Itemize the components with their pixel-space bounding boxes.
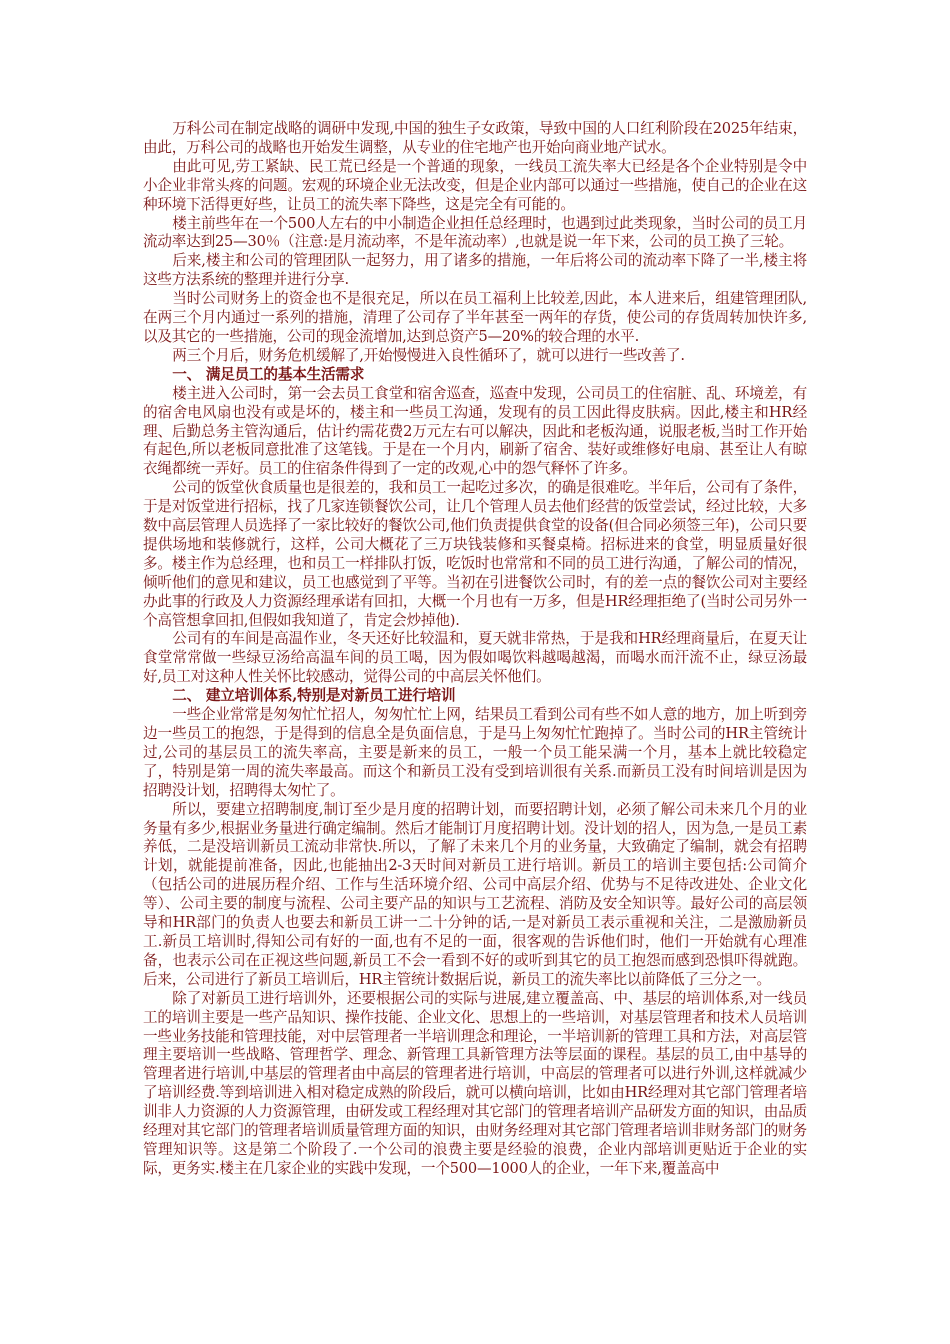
paragraph: 公司的饭堂伙食质量也是很差的，我和员工一起吃过多次，的确是很难吃。半年后，公司有了条件，于是对饭堂进行招标，找了几家连锁餐饮公司，让几个管理人员去他们经营的饭堂尝试，经过比较，大多数中高层管理人员选择了一家比较好的餐饮公司,他们负责提供食堂的设备(但合同必须签三年)，公司只要提供场地和装修就行，这样，公司大概花了三万块钱装修和买餐桌椅。招标进来的食堂，明显质量好很多。楼主作为总经理，也和员工一样排队打饭，吃饭时也常常和不同的员工进行沟通，了解公司的情况，倾听他们的意见和建议，员工也感觉到了平等。当初在引进餐饮公司时，有的差一点的餐饮公司对主要经办此事的行政及人力资源经理承诺有回扣，大概一个月也有一万多，但是HR经理拒绝了(当时公司另外一个高管想拿回扣,但假如我知道了，肯定会炒掉他). bbox=[143, 479, 807, 629]
paragraph: 后来,楼主和公司的管理团队一起努力，用了诸多的措施，一年后将公司的流动率下降了一半,楼主将这些方法系统的整理并进行分享. bbox=[143, 252, 807, 289]
paragraph: 万科公司在制定战略的调研中发现,中国的独生子女政策，导致中国的人口红利阶段在2025年结束，由此，万科公司的战略也开始发生调整，从专业的住宅地产也开始向商业地产试水。 bbox=[143, 120, 807, 156]
section-heading: 一、 满足员工的基本生活需求 bbox=[172, 365, 365, 383]
paragraph: 两三个月后，财务危机缓解了,开始慢慢进入良性循环了，就可以进行一些改善了. bbox=[172, 346, 685, 364]
paragraph: 楼主进入公司时，第一会去员工食堂和宿舍巡查，巡查中发现，公司员工的住宿脏、乱、环境差，有的宿舍电风扇也没有或是坏的，楼主和一些员工沟通，发现有的员工因此得皮肤病。因此,楼主和HR经理、后勤总务主管沟通后，估计约需花费2万元左右可以解决，因此和老板沟通，说服老板,当时工作开始有起色,所以老板同意批准了这笔钱。于是在一个月内，刷新了宿舍、装好或维修好电扇、甚至让人有晾衣绳都统一弄好。员工的住宿条件得到了一定的改观,心中的怨气释怀了许多。 bbox=[143, 384, 807, 478]
paragraph: 楼主前些年在一个500人左右的中小制造企业担任总经理时，也遇到过此类现象，当时公司的员工月流动率达到25—30％（注意:是月流动率，不是年流动率）,也就是说一年下来，公司的员工换了三轮。 bbox=[143, 214, 807, 251]
section-heading: 二、 建立培训体系,特别是对新员工进行培训 bbox=[172, 687, 456, 705]
paragraph: 由此可见,劳工紧缺、民工荒已经是一个普通的现象，一线员工流失率大已经是各个企业特别是令中小企业非常头疼的问题。宏观的环境企业无法改变，但是企业内部可以通过一些措施，使自己的企业在这种环境下活得更好些，让员工的流失率下降些，这是完全有可能的。 bbox=[143, 157, 807, 213]
document-body bbox=[143, 120, 807, 1179]
paragraph: 当时公司财务上的资金也不是很充足，所以在员工福利上比较差,因此，本人进来后，组建管理团队,在两三个月内通过一系列的措施，清理了公司存了半年甚至一两年的存货，使公司的存货周转加快许多,以及其它的一些措施，公司的现金流增加,达到总资产5—20%的较合理的水平. bbox=[143, 290, 807, 345]
paragraph: 公司有的车间是高温作业，冬天还好比较温和，夏天就非常热，于是我和HR经理商量后，在夏天让食堂常常做一些绿豆汤给高温车间的员工喝，因为假如喝饮料越喝越渴，而喝水而汗流不止，绿豆汤最好,员工对这种人性关怀比较感动，觉得公司的中高层关怀他们。 bbox=[143, 630, 807, 686]
paragraph: 所以，要建立招聘制度,制订至少是月度的招聘计划，而要招聘计划，必须了解公司未来几个月的业务量有多少,根据业务量进行确定编制。然后才能制订月度招聘计划。没计划的招人，因为急,一是员工素养低，二是没培训新员工流动非常快.所以，了解了未来几个月的业务量，大致确定了编制，就会有招聘计划，就能提前准备，因此,也能抽出2-3天时间对新员工进行培训。新员工的培训主要包括:公司简介（包括公司的进展历程介绍、工作与生活环境介绍、公司中高层介绍、优势与不足待改进处、企业文化等）、公司主要的制度与流程、公司主要产品的知识与工艺流程、消防及安全知识等。最好公司的高层领导和HR部门的负责人也要去和新员工讲一二十分钟的话,一是对新员工表示重视和关注，二是激励新员工.新员工培训时,得知公司有好的一面,也有不足的一面，很客观的告诉他们时，他们一开始就有心理准备，也表示公司在正视这些问题,新员工不会一看到不好的或听到其它的员工抱怨而感到恐惧吓得就跑。后来，公司进行了新员工培训后，HR主管统计数据后说，新员工的流失率比以前降低了三分之一。 bbox=[143, 800, 807, 988]
paragraph: 一些企业常常是匆匆忙忙招人，匆匆忙忙上网，结果员工看到公司有些不如人意的地方，加上听到旁边一些员工的抱怨，于是得到的信息全是负面信息，于是马上匆匆忙忙跑掉了。当时公司的HR主管统计过,公司的基层员工的流失率高，主要是新来的员工，一般一个员工能呆满一个月，基本上就比较稳定了，特别是第一周的流失率最高。而这个和新员工没有受到培训很有关系.而新员工没有时间培训是因为招聘没计划，招聘得太匆忙了。 bbox=[143, 706, 807, 799]
paragraph: 除了对新员工进行培训外，还要根据公司的实际与进展,建立覆盖高、中、基层的培训体系,对一线员工的培训主要是一些产品知识、操作技能、企业文化、思想上的一些培训，对基层管理者和技术人员培训一些业务技能和管理技能，对中层管理者一半培训理念和理论，一半培训新的管理工具和方法，对高层管理主要培训一些战略、管理哲学、理念、新管理工具新管理方法等层面的课程。基层的员工,由中基导的管理者进行培训,中基层的管理者由中高层的管理者进行培训，中高层的管理者可以进行外训,这样就减少了培训经费.等到培训进入相对稳定成熟的阶段后，就可以横向培训，比如由HR经理对其它部门管理者培训非人力资源的人力资源管理，由研发或工程经理对其它部门的管理者培训产品研发方面的知识，由品质经理对其它部门的管理者培训质量管理方面的知识，由财务经理对其它部门管理者培训非财务部门的财务管理知识等。这是第二个阶段了.一个公司的浪费主要是经验的浪费，企业内部培训更贴近于企业的实际，更务实.楼主在几家企业的实践中发现，一个500—1000人的企业，一年下来,覆盖高中 bbox=[143, 989, 807, 1177]
